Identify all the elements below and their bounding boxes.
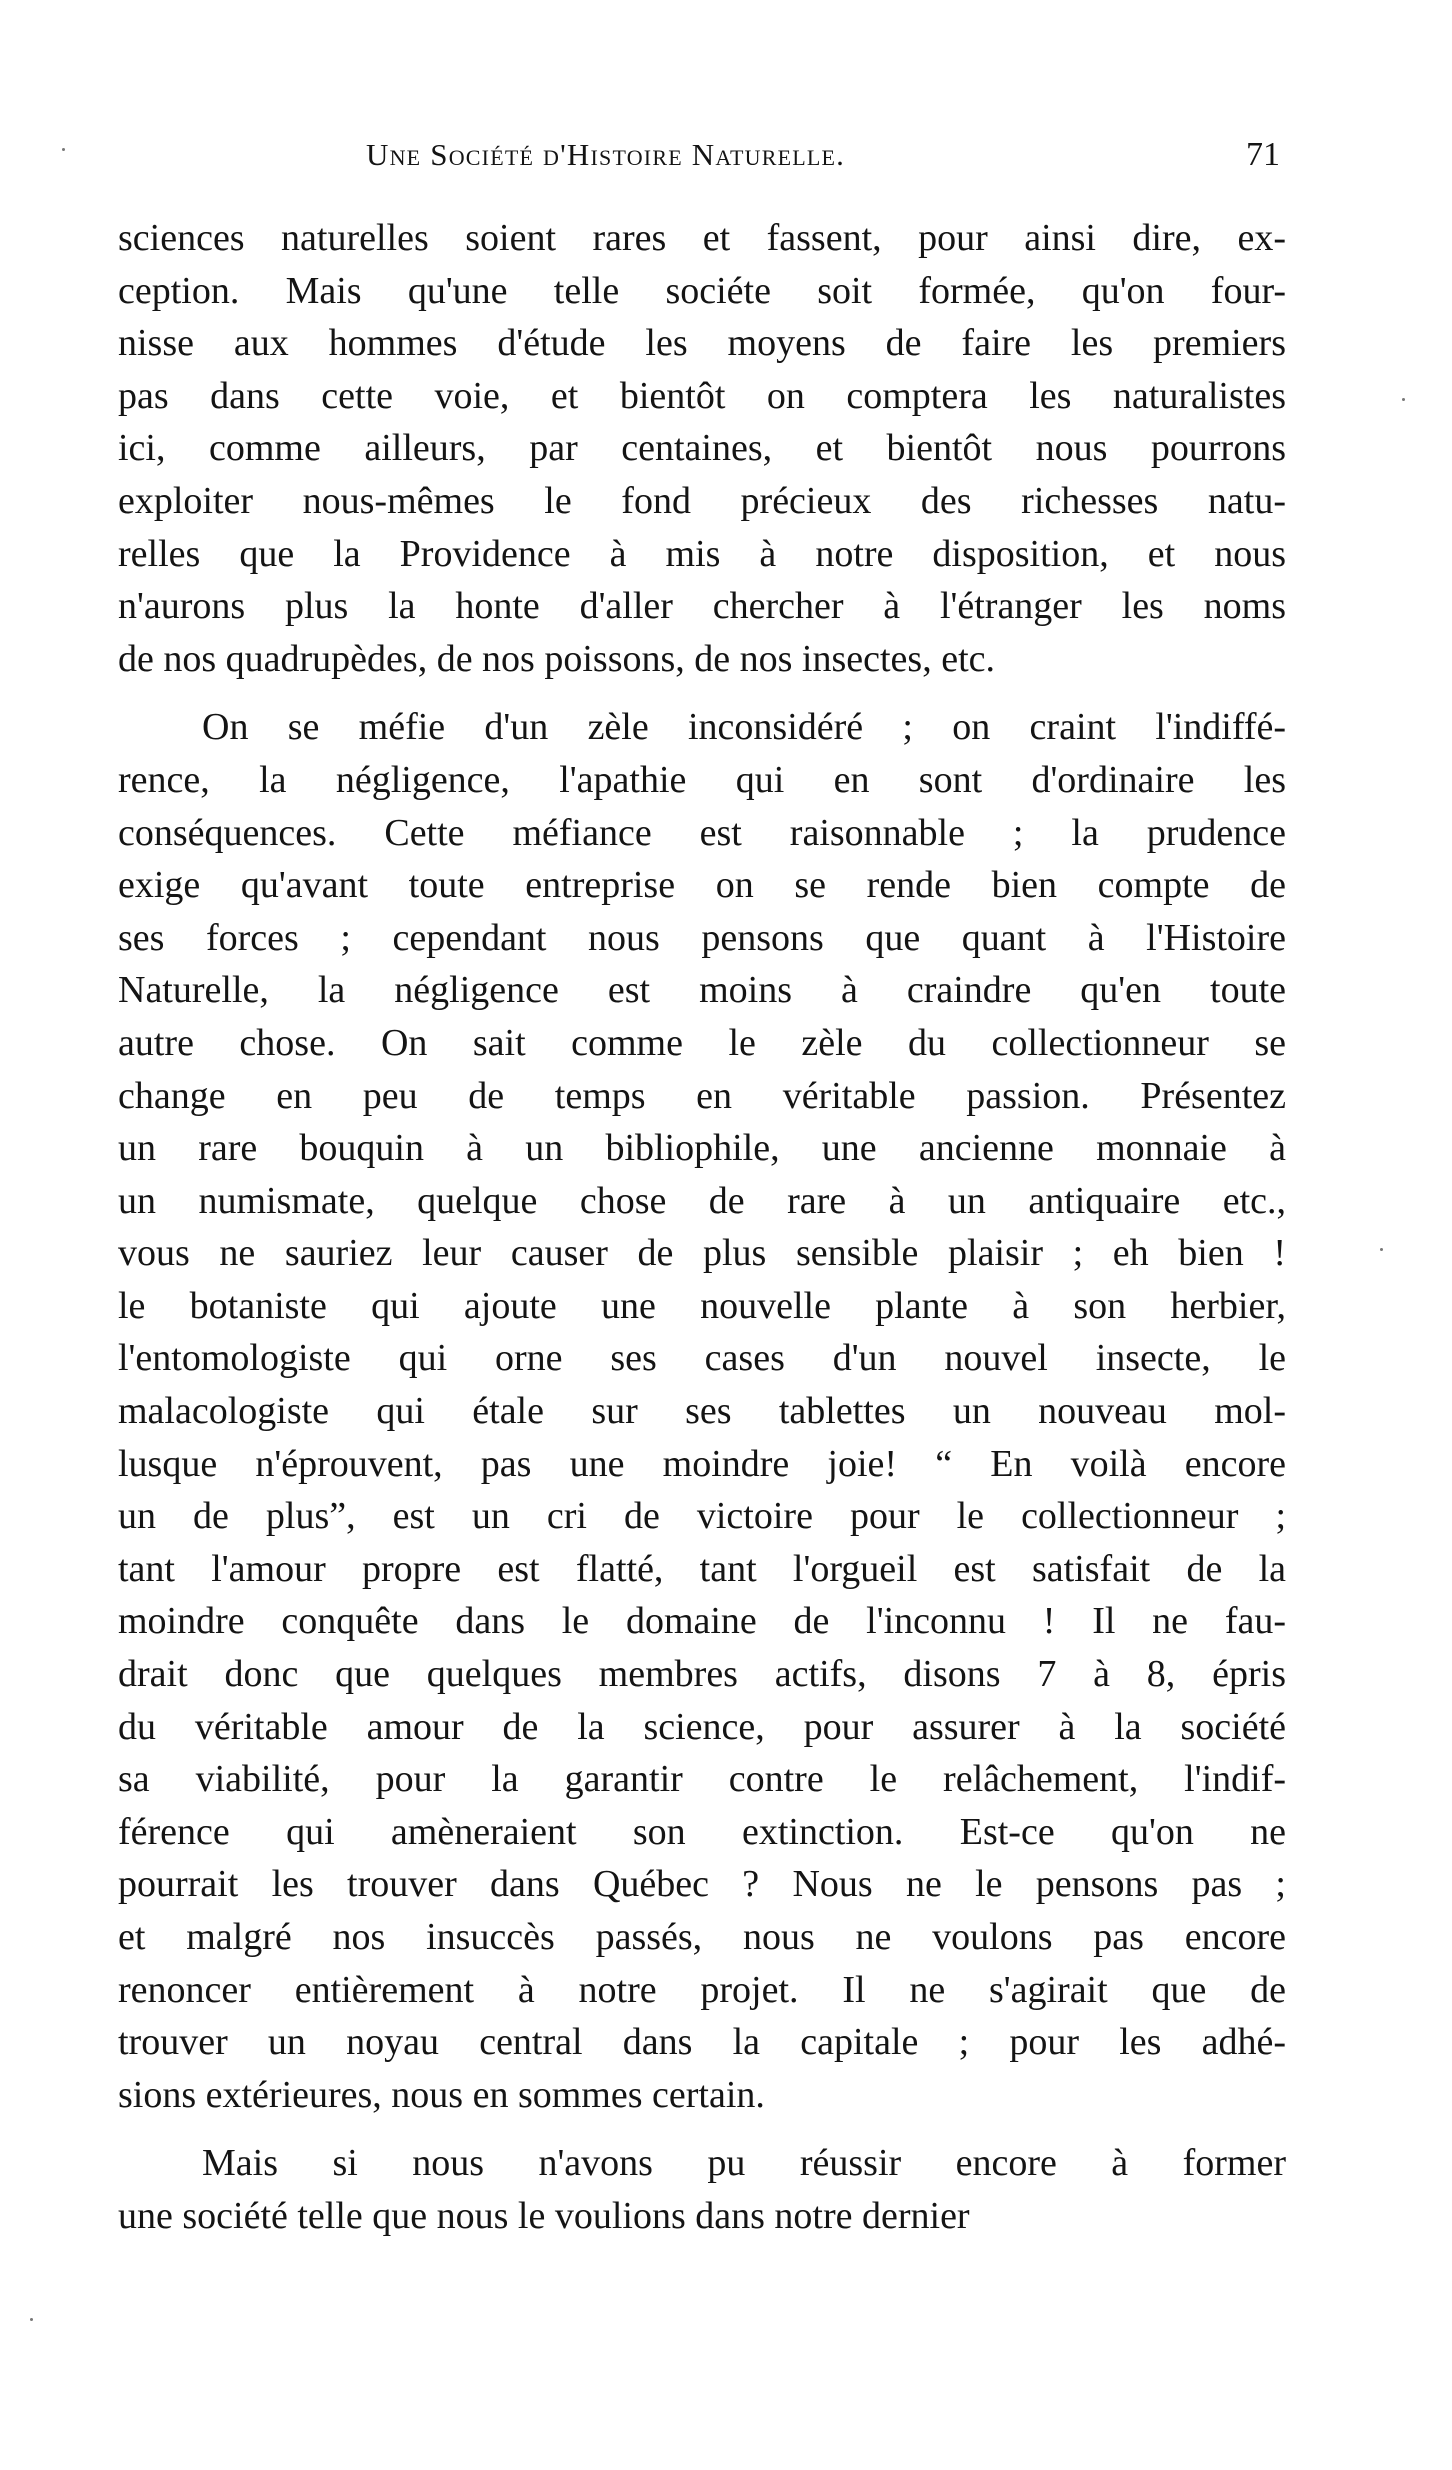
text-line: exige qu'avant toute entreprise on se rende bien compte de <box>118 864 1286 907</box>
text-line: un numismate, quelque chose de rare à un antiquaire etc., <box>118 1179 1286 1222</box>
text-line: pourrait les trouver dans Québec ? Nous ne le pensons pas ; <box>118 1863 1286 1906</box>
text-line: Naturelle, la négligence est moins à craindre qu'en toute <box>118 969 1286 1012</box>
paper-speck <box>1402 398 1405 401</box>
text-line: ses forces ; cependant nous pensons que quant à l'Histoire <box>118 916 1286 959</box>
text-line: exploiter nous-mêmes le fond précieux des richesses natu- <box>118 479 1286 522</box>
text-line: rence, la négligence, l'apathie qui en sont d'ordinaire les <box>118 758 1286 801</box>
running-title: Une Société d'Histoire Naturelle. <box>366 137 846 172</box>
paragraph <box>118 212 1286 685</box>
text-line: nisse aux hommes d'étude les moyens de faire les premiers <box>118 322 1286 365</box>
body-text <box>118 212 1286 2243</box>
paper-speck <box>30 2318 33 2321</box>
text-line: un rare bouquin à un bibliophile, une ancienne monnaie à <box>118 1127 1286 1170</box>
text-line: de nos quadrupèdes, de nos poissons, de nos insectes, etc. <box>118 637 996 680</box>
paper-speck <box>62 148 65 151</box>
paragraph <box>118 701 1286 2121</box>
text-line: férence qui amèneraient son extinction. Est-ce qu'on ne <box>118 1810 1286 1853</box>
text-line: du véritable amour de la science, pour assurer à la société <box>118 1705 1286 1748</box>
text-line: n'aurons plus la honte d'aller chercher à l'étranger les noms <box>118 585 1286 628</box>
running-head <box>118 130 1280 180</box>
text-line: On se méfie d'un zèle inconsidéré ; on craint l'indiffé- <box>202 706 1286 749</box>
text-line: tant l'amour propre est flatté, tant l'orgueil est satisfait de la <box>118 1547 1286 1590</box>
text-line: une société telle que nous le voulions dans notre dernier <box>118 2194 970 2237</box>
text-line: renoncer entièrement à notre projet. Il ne s'agirait que de <box>118 1968 1286 2011</box>
text-line: vous ne sauriez leur causer de plus sensible plaisir ; eh bien ! <box>118 1232 1286 1275</box>
text-line: drait donc que quelques membres actifs, disons 7 à 8, épris <box>118 1653 1286 1696</box>
paragraph-gap <box>118 685 1286 701</box>
text-line: Mais si nous n'avons pu réussir encore à former <box>202 2142 1286 2185</box>
text-line: sa viabilité, pour la garantir contre le relâchement, l'indif- <box>118 1758 1286 1801</box>
text-line: relles que la Providence à mis à notre disposition, et nous <box>118 532 1286 575</box>
text-line: autre chose. On sait comme le zèle du collectionneur se <box>118 1021 1286 1064</box>
text-line: et malgré nos insuccès passés, nous ne voulons pas encore <box>118 1916 1286 1958</box>
text-line: sions extérieures, nous en sommes certain. <box>118 2073 765 2116</box>
text-line: un de plus”, est un cri de victoire pour le collectionneur ; <box>118 1495 1286 1538</box>
paragraph <box>118 2137 1286 2242</box>
text-line: le botaniste qui ajoute une nouvelle plante à son herbier, <box>118 1284 1286 1327</box>
text-line: ici, comme ailleurs, par centaines, et bientôt nous pourrons <box>118 427 1286 470</box>
paper-speck <box>1380 1248 1383 1251</box>
text-line: l'entomologiste qui orne ses cases d'un nouvel insecte, le <box>118 1337 1286 1380</box>
text-line: conséquences. Cette méfiance est raisonnable ; la prudence <box>118 811 1286 854</box>
text-line: pas dans cette voie, et bientôt on comptera les naturalistes <box>118 374 1286 417</box>
text-line: moindre conquête dans le domaine de l'inconnu ! Il ne fau- <box>118 1600 1286 1643</box>
text-line: ception. Mais qu'une telle sociéte soit formée, qu'on four- <box>118 269 1286 312</box>
text-line: lusque n'éprouvent, pas une moindre joie! “ En voilà encore <box>118 1442 1286 1485</box>
text-line: trouver un noyau central dans la capitale ; pour les adhé- <box>118 2021 1286 2064</box>
text-line: change en peu de temps en véritable passion. Présentez <box>118 1074 1286 1117</box>
text-line: sciences naturelles soient rares et fassent, pour ainsi dire, ex- <box>118 217 1286 259</box>
page-number: 71 <box>1246 136 1280 173</box>
paragraph-gap <box>118 2121 1286 2137</box>
text-line: malacologiste qui étale sur ses tablettes un nouveau mol- <box>118 1390 1286 1433</box>
